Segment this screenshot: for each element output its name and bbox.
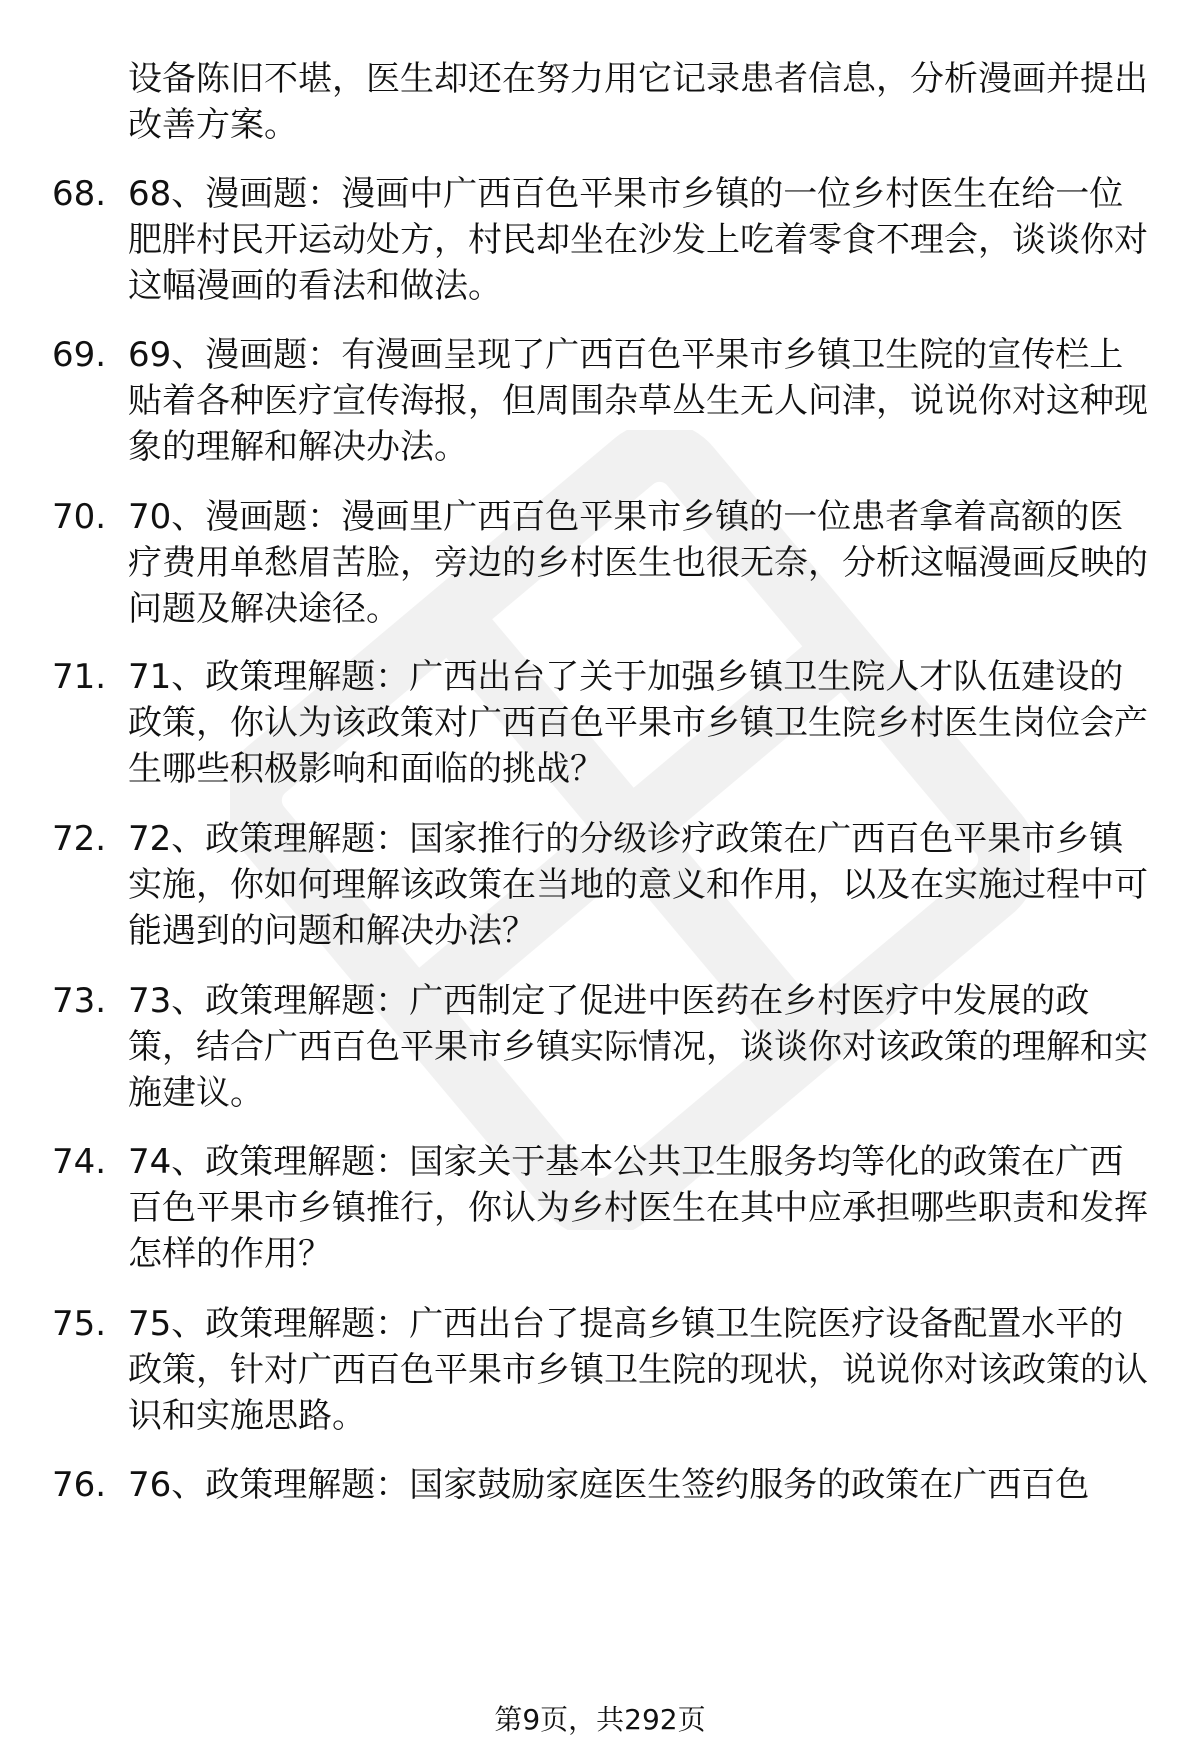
question-text: 68、漫画题：漫画中广西百色平果市乡镇的一位乡村医生在给一位肥胖村民开运动处方，村民却坐在沙发上吃着零食不理会，谈谈你对这幅漫画的看法和做法。 (128, 174, 1148, 306)
question-number: 75. (52, 1304, 107, 1344)
question-number: 76. (52, 1465, 107, 1505)
question-text: 75、政策理解题：广西出台了提高乡镇卫生院医疗设备配置水平的政策，针对广西百色平果市乡镇卫生院的现状，说说你对该政策的认识和实施思路。 (128, 1304, 1148, 1436)
question-text: 71、政策理解题：广西出台了关于加强乡镇卫生院人才队伍建设的政策，你认为该政策对广西百色平果市乡镇卫生院乡村医生岗位会产生哪些积极影响和面临的挑战？ (128, 657, 1148, 789)
question-number: 68. (52, 174, 107, 214)
question-number: 72. (52, 819, 107, 859)
question-text: 69、漫画题：有漫画呈现了广西百色平果市乡镇卫生院的宣传栏上贴着各种医疗宣传海报，但周围杂草丛生无人问津，说说你对这种现象的理解和解决办法。 (128, 335, 1148, 467)
question-text: 70、漫画题：漫画里广西百色平果市乡镇的一位患者拿着高额的医疗费用单愁眉苦脸，旁边的乡村医生也很无奈，分析这幅漫画反映的问题及解决途径。 (128, 497, 1148, 629)
question-text: 74、政策理解题：国家关于基本公共卫生服务均等化的政策在广西百色平果市乡镇推行，你认为乡村医生在其中应承担哪些职责和发挥怎样的作用？ (128, 1142, 1148, 1274)
continuation-paragraph: 设备陈旧不堪，医生却还在努力用它记录患者信息，分析漫画并提出改善方案。 (128, 59, 1148, 145)
question-number: 73. (52, 981, 107, 1021)
question-text: 73、政策理解题：广西制定了促进中医药在乡村医疗中发展的政策，结合广西百色平果市乡镇实际情况，谈谈你对该政策的理解和实施建议。 (128, 981, 1148, 1113)
question-text: 76、政策理解题：国家鼓励家庭医生签约服务的政策在广西百色 (128, 1465, 1090, 1505)
question-number: 69. (52, 335, 107, 375)
question-text: 72、政策理解题：国家推行的分级诊疗政策在广西百色平果市乡镇实施，你如何理解该政策在当地的意义和作用，以及在实施过程中可能遇到的问题和解决办法？ (128, 819, 1148, 951)
page-footer: 第9页，共292页 (494, 1703, 706, 1736)
question-number: 71. (52, 657, 107, 697)
question-number: 70. (52, 497, 107, 537)
question-number: 74. (52, 1142, 107, 1182)
